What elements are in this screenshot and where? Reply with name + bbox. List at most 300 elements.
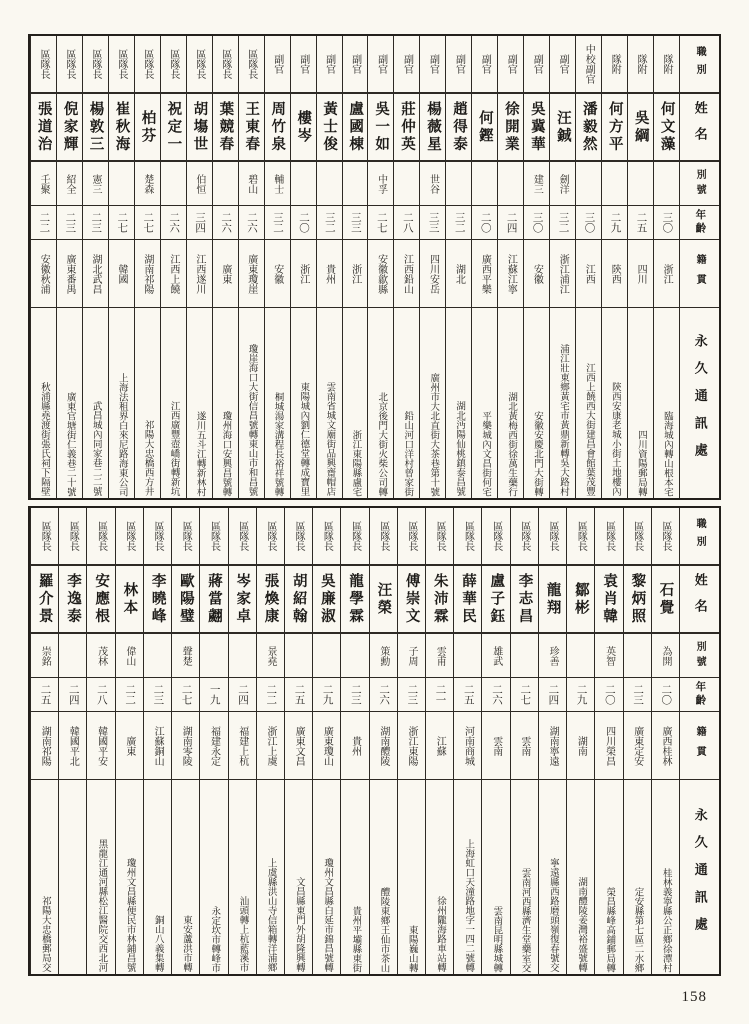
native-cell: 四川榮昌 — [594, 712, 622, 780]
age-cell: 三三 — [419, 206, 445, 240]
title-cell: 副官 — [264, 36, 290, 94]
title-cell: 副官 — [290, 36, 316, 94]
age-cell: 三二 — [316, 206, 342, 240]
native-cell: 福建永定 — [199, 712, 227, 780]
name-cell: 吳一如 — [367, 94, 393, 162]
title-cell: 區隊長 — [30, 508, 58, 566]
name-cell: 何鏗 — [471, 94, 497, 162]
alias-cell — [445, 162, 471, 206]
address-cell: 雲南省城文廟街品興齋帽店 — [316, 308, 342, 498]
native-cell: 江蘇江寧 — [497, 240, 523, 308]
alias-cell — [627, 162, 653, 206]
name-cell: 李志昌 — [510, 566, 538, 634]
alias-cell — [58, 634, 86, 678]
age-cell: 三四 — [186, 206, 212, 240]
title-cell: 區隊長 — [510, 508, 538, 566]
native-cell: 廣東 — [212, 240, 238, 308]
address-cell: 祁陽大忠橋郵局交 — [30, 780, 58, 974]
name-cell: 吳冀華 — [523, 94, 549, 162]
age-cell: 二七 — [134, 206, 160, 240]
name-cell: 岑家卓 — [228, 566, 256, 634]
row-header-name: 姓名 — [679, 94, 719, 162]
name-cell: 鄒彬 — [566, 566, 594, 634]
age-cell: 二五 — [284, 678, 312, 712]
age-cell: 二六 — [212, 206, 238, 240]
title-cell: 區隊長 — [86, 508, 114, 566]
age-cell: 二一 — [425, 678, 453, 712]
title-cell: 區隊長 — [199, 508, 227, 566]
alias-cell: 雲甫 — [425, 634, 453, 678]
age-cell: 三〇 — [653, 206, 679, 240]
row-header-age: 年齡 — [679, 678, 719, 712]
native-cell: 湖南祁陽 — [134, 240, 160, 308]
native-cell: 韓國 — [108, 240, 134, 308]
alias-cell — [575, 162, 601, 206]
name-cell: 楊薇星 — [419, 94, 445, 162]
title-cell: 區隊長 — [538, 508, 566, 566]
title-cell: 區隊長 — [238, 36, 264, 94]
native-cell: 貴州 — [340, 712, 368, 780]
address-cell: 瓊州文昌縣白延市錦昌號轉 — [312, 780, 340, 974]
native-cell: 廣西平樂 — [471, 240, 497, 308]
native-cell: 廣東番禺 — [56, 240, 82, 308]
name-cell: 傅崇文 — [397, 566, 425, 634]
name-cell: 張煥康 — [256, 566, 284, 634]
native-cell: 江西上饒 — [160, 240, 186, 308]
age-cell: 二四 — [58, 678, 86, 712]
title-cell: 隊附 — [627, 36, 653, 94]
alias-cell — [284, 634, 312, 678]
age-cell: 二三 — [623, 678, 651, 712]
alias-cell: 崇銘 — [30, 634, 58, 678]
age-cell: 二六 — [238, 206, 264, 240]
alias-cell — [316, 162, 342, 206]
alias-cell: 景堯 — [256, 634, 284, 678]
title-cell: 區隊長 — [623, 508, 651, 566]
address-cell: 醴陵東鄉王仙市茶山 — [369, 780, 397, 974]
native-cell: 廣東瓊山 — [312, 712, 340, 780]
age-cell: 三二 — [445, 206, 471, 240]
age-cell: 二八 — [393, 206, 419, 240]
page-number: 158 — [681, 989, 707, 1005]
native-cell: 廣西桂林 — [651, 712, 679, 780]
title-cell: 副官 — [549, 36, 575, 94]
address-cell: 廣東官塘街仁義巷二十號 — [56, 308, 82, 498]
name-cell: 黎炳照 — [623, 566, 651, 634]
address-cell: 陝西安康老城小街土地樓內 — [601, 308, 627, 498]
alias-cell — [653, 162, 679, 206]
address-cell: 臨海城內轉山根本宅 — [653, 308, 679, 498]
row-header-title: 職別 — [679, 508, 719, 566]
age-cell: 二三 — [82, 206, 108, 240]
name-cell: 龍學霖 — [340, 566, 368, 634]
alias-cell: 世谷 — [419, 162, 445, 206]
row-header-alias: 別號 — [679, 162, 719, 206]
name-cell: 朱沛霖 — [425, 566, 453, 634]
title-cell: 區隊長 — [82, 36, 108, 94]
age-cell: 二二 — [256, 678, 284, 712]
address-cell: 銅山八義集轉 — [143, 780, 171, 974]
age-cell: 三〇 — [575, 206, 601, 240]
address-cell: 湖北黃梅西街徐萬生藥行 — [497, 308, 523, 498]
age-cell: 二六 — [481, 678, 509, 712]
age-cell: 二九 — [601, 206, 627, 240]
native-cell: 雲南 — [481, 712, 509, 780]
row-header-native: 籍貫 — [679, 240, 719, 308]
title-cell: 副官 — [523, 36, 549, 94]
native-cell: 浙江東陽 — [397, 712, 425, 780]
title-cell: 區隊長 — [108, 36, 134, 94]
name-cell: 何文藻 — [653, 94, 679, 162]
title-cell: 副官 — [419, 36, 445, 94]
title-cell: 隊附 — [601, 36, 627, 94]
age-cell: 三二 — [549, 206, 575, 240]
title-cell: 副官 — [367, 36, 393, 94]
title-cell: 區隊長 — [30, 36, 56, 94]
alias-cell — [143, 634, 171, 678]
name-cell: 龍翔 — [538, 566, 566, 634]
row-header-alias: 別號 — [679, 634, 719, 678]
address-cell — [58, 780, 86, 974]
address-cell: 平樂城內文昌街何宅 — [471, 308, 497, 498]
native-cell: 安徽歙縣 — [367, 240, 393, 308]
title-cell: 副官 — [471, 36, 497, 94]
age-cell: 二四 — [497, 206, 523, 240]
alias-cell — [160, 162, 186, 206]
age-cell: 二〇 — [651, 678, 679, 712]
name-cell: 蔣當翽 — [199, 566, 227, 634]
name-cell: 潘毅然 — [575, 94, 601, 162]
name-cell: 周竹泉 — [264, 94, 290, 162]
native-cell: 陝西 — [601, 240, 627, 308]
alias-cell: 壬聚 — [30, 162, 56, 206]
address-cell: 汕頭轉上杭藍溪市 — [228, 780, 256, 974]
name-cell: 林本 — [115, 566, 143, 634]
address-cell: 秋浦縣堯渡街張氏祠下隔壁 — [30, 308, 56, 498]
title-cell: 中校副官 — [575, 36, 601, 94]
name-cell: 胡紹翰 — [284, 566, 312, 634]
alias-cell — [601, 162, 627, 206]
native-cell: 湖南寧遠 — [538, 712, 566, 780]
name-cell: 袁肖韓 — [594, 566, 622, 634]
age-cell: 二〇 — [290, 206, 316, 240]
address-cell: 鉛山河口洋村曾家街 — [393, 308, 419, 498]
native-cell: 安徽 — [523, 240, 549, 308]
age-cell: 二三 — [397, 678, 425, 712]
age-cell: 二〇 — [471, 206, 497, 240]
title-cell: 副官 — [393, 36, 419, 94]
native-cell: 廣東文昌 — [284, 712, 312, 780]
native-cell: 湖北 — [445, 240, 471, 308]
alias-cell: 中孚 — [367, 162, 393, 206]
title-cell: 區隊長 — [228, 508, 256, 566]
native-cell: 浙江 — [290, 240, 316, 308]
age-cell: 二五 — [30, 678, 58, 712]
address-cell: 四川資陽郵局轉 — [627, 308, 653, 498]
alias-cell: 建三 — [523, 162, 549, 206]
address-cell: 雲南昆明縣城轉 — [481, 780, 509, 974]
name-cell: 趙得泰 — [445, 94, 471, 162]
native-cell: 江蘇 — [425, 712, 453, 780]
name-cell: 樓岑 — [290, 94, 316, 162]
name-cell: 羅介景 — [30, 566, 58, 634]
title-cell: 區隊長 — [134, 36, 160, 94]
alias-cell: 偉山 — [115, 634, 143, 678]
age-cell: 二九 — [312, 678, 340, 712]
address-cell: 江西上饒西大街建昌會館葉茂豐 — [575, 308, 601, 498]
alias-cell — [393, 162, 419, 206]
age-cell: 二六 — [160, 206, 186, 240]
native-cell: 湖南 — [566, 712, 594, 780]
alias-cell — [471, 162, 497, 206]
native-cell: 四川安岳 — [419, 240, 445, 308]
name-cell: 胡塲世 — [186, 94, 212, 162]
native-cell: 江西遂川 — [186, 240, 212, 308]
alias-cell — [453, 634, 481, 678]
address-cell: 桐城湯家溝程長裕祥號轉 — [264, 308, 290, 498]
name-cell: 莊仲英 — [393, 94, 419, 162]
age-cell: 三二 — [264, 206, 290, 240]
address-cell: 湖南醴陵姜灣裕盛號轉 — [566, 780, 594, 974]
name-cell: 吳廉淑 — [312, 566, 340, 634]
native-cell: 安徽 — [264, 240, 290, 308]
native-cell: 安徽秋浦 — [30, 240, 56, 308]
age-cell: 三〇 — [523, 206, 549, 240]
age-cell: 二三 — [143, 678, 171, 712]
native-cell: 浙江浦江 — [549, 240, 575, 308]
native-cell: 江西鉛山 — [393, 240, 419, 308]
native-cell: 福建上杭 — [228, 712, 256, 780]
native-cell: 廣東定安 — [623, 712, 651, 780]
age-cell: 二七 — [171, 678, 199, 712]
address-cell: 祁陽大忠橋西方井 — [134, 308, 160, 498]
alias-cell: 子周 — [397, 634, 425, 678]
row-header-address: 永久通訊處 — [679, 308, 719, 498]
alias-cell: 劍洋 — [549, 162, 575, 206]
alias-cell — [342, 162, 368, 206]
age-cell: 二五 — [627, 206, 653, 240]
name-cell: 李曉峰 — [143, 566, 171, 634]
alias-cell: 紹全 — [56, 162, 82, 206]
name-cell: 葉競春 — [212, 94, 238, 162]
alias-cell: 碧山 — [238, 162, 264, 206]
name-cell: 倪家輝 — [56, 94, 82, 162]
name-cell: 李逸泰 — [58, 566, 86, 634]
alias-cell — [566, 634, 594, 678]
title-cell: 區隊長 — [186, 36, 212, 94]
address-cell: 文昌縣東門外胡隆興轉 — [284, 780, 312, 974]
title-cell: 副官 — [316, 36, 342, 94]
age-cell: 二二 — [30, 206, 56, 240]
native-cell: 湖北武昌 — [82, 240, 108, 308]
roster-table-bottom — [28, 506, 721, 976]
title-cell: 區隊長 — [115, 508, 143, 566]
row-header-age: 年齡 — [679, 206, 719, 240]
title-cell: 區隊長 — [340, 508, 368, 566]
native-cell: 江蘇銅山 — [143, 712, 171, 780]
row-header-title: 職別 — [679, 36, 719, 94]
name-cell: 黃士俊 — [316, 94, 342, 162]
age-cell: 三三 — [342, 206, 368, 240]
age-cell: 二五 — [453, 678, 481, 712]
alias-cell — [212, 162, 238, 206]
alias-cell: 憲三 — [82, 162, 108, 206]
address-cell: 桂林義寧縣公正鄉徐潭村 — [651, 780, 679, 974]
name-cell: 歐陽璧 — [171, 566, 199, 634]
title-cell: 區隊長 — [594, 508, 622, 566]
title-cell: 區隊長 — [453, 508, 481, 566]
alias-cell: 茂林 — [86, 634, 114, 678]
alias-cell — [497, 162, 523, 206]
address-cell: 江西廣豐壺嶠街轉新坑 — [160, 308, 186, 498]
alias-cell: 策勳 — [369, 634, 397, 678]
title-cell: 區隊長 — [566, 508, 594, 566]
name-cell: 柏芬 — [134, 94, 160, 162]
alias-cell: 伯恒 — [186, 162, 212, 206]
title-cell: 區隊長 — [58, 508, 86, 566]
alias-cell: 雄武 — [481, 634, 509, 678]
name-cell: 楊敦三 — [82, 94, 108, 162]
name-cell: 徐開業 — [497, 94, 523, 162]
title-cell: 區隊長 — [397, 508, 425, 566]
name-cell: 汪鋮 — [549, 94, 575, 162]
title-cell: 區隊長 — [56, 36, 82, 94]
name-cell: 薛華民 — [453, 566, 481, 634]
name-cell: 安應根 — [86, 566, 114, 634]
address-cell: 安徽安慶北門大街轉 — [523, 308, 549, 498]
address-cell: 瓊崖海口大街信昌號轉東山市和昌號 — [238, 308, 264, 498]
age-cell: 二八 — [86, 678, 114, 712]
age-cell: 二七 — [108, 206, 134, 240]
alias-cell — [312, 634, 340, 678]
address-cell: 廣州市大北直街大茶巷第十號 — [419, 308, 445, 498]
address-cell: 上海虹口天潼路地字一四二號轉 — [453, 780, 481, 974]
title-cell: 區隊長 — [481, 508, 509, 566]
name-cell: 王東春 — [238, 94, 264, 162]
address-cell: 瓊州文昌縣便民市林鋪昌號 — [115, 780, 143, 974]
alias-cell — [228, 634, 256, 678]
alias-cell — [510, 634, 538, 678]
title-cell: 區隊長 — [212, 36, 238, 94]
alias-cell: 聲楚 — [171, 634, 199, 678]
native-cell: 湖南醴陵 — [369, 712, 397, 780]
native-cell: 浙江 — [342, 240, 368, 308]
title-cell: 副官 — [445, 36, 471, 94]
address-cell: 東陽城內劉仁德堂轉成寶里 — [290, 308, 316, 498]
native-cell: 貴州 — [316, 240, 342, 308]
row-header-native: 籍貫 — [679, 712, 719, 780]
native-cell: 浙江 — [653, 240, 679, 308]
native-cell: 雲南 — [510, 712, 538, 780]
alias-cell — [340, 634, 368, 678]
alias-cell — [108, 162, 134, 206]
address-cell: 武昌城內同家巷二二號 — [82, 308, 108, 498]
address-cell: 遂川五斗江轉新林村 — [186, 308, 212, 498]
name-cell: 祝定一 — [160, 94, 186, 162]
native-cell: 浙江上虞 — [256, 712, 284, 780]
title-cell: 區隊長 — [369, 508, 397, 566]
name-cell: 石覺 — [651, 566, 679, 634]
native-cell: 廣東 — [115, 712, 143, 780]
row-header-name: 姓名 — [679, 566, 719, 634]
alias-cell: 輔士 — [264, 162, 290, 206]
title-cell: 區隊長 — [651, 508, 679, 566]
title-cell: 區隊長 — [284, 508, 312, 566]
row-header-address: 永久通訊處 — [679, 780, 719, 974]
age-cell: 二七 — [510, 678, 538, 712]
title-cell: 區隊長 — [143, 508, 171, 566]
name-cell: 盧子鈺 — [481, 566, 509, 634]
native-cell: 韓國平北 — [58, 712, 86, 780]
native-cell: 湖南零陵 — [171, 712, 199, 780]
age-cell: 一九 — [199, 678, 227, 712]
address-cell: 浦江壯東鄉黃宅市黃鼎新轉吳大路村 — [549, 308, 575, 498]
age-cell: 二四 — [538, 678, 566, 712]
address-cell: 雲南河西縣濟生堂藥室交 — [510, 780, 538, 974]
address-cell: 上海法租界白來尼路海東公司 — [108, 308, 134, 498]
address-cell: 貴州平壩縣東街 — [340, 780, 368, 974]
address-cell: 定安縣第七區二水鄉 — [623, 780, 651, 974]
native-cell: 韓國平安 — [86, 712, 114, 780]
age-cell: 二二 — [115, 678, 143, 712]
address-cell: 上虞縣洪山寺信箱轉洋浦鄉 — [256, 780, 284, 974]
address-cell: 浙江東陽縣盧宅 — [342, 308, 368, 498]
title-cell: 區隊長 — [256, 508, 284, 566]
native-cell: 湖南祁陽 — [30, 712, 58, 780]
title-cell: 區隊長 — [425, 508, 453, 566]
title-cell: 區隊長 — [171, 508, 199, 566]
age-cell: 二六 — [369, 678, 397, 712]
age-cell: 二九 — [566, 678, 594, 712]
age-cell: 二四 — [228, 678, 256, 712]
title-cell: 隊附 — [653, 36, 679, 94]
alias-cell: 為開 — [651, 634, 679, 678]
name-cell: 盧國棟 — [342, 94, 368, 162]
roster-table-top — [28, 34, 721, 500]
address-cell: 寧遠縣西路磨頭嶺復春號交 — [538, 780, 566, 974]
address-cell: 東安蘆洪市轉 — [171, 780, 199, 974]
native-cell: 江西 — [575, 240, 601, 308]
name-cell: 何方平 — [601, 94, 627, 162]
title-cell: 副官 — [497, 36, 523, 94]
address-cell: 永定坎市轉峰市 — [199, 780, 227, 974]
name-cell: 張道治 — [30, 94, 56, 162]
address-cell: 黑龍江通河縣松江醫院交西北河 — [86, 780, 114, 974]
address-cell: 北京後門大街火柴公司轉 — [367, 308, 393, 498]
name-cell: 汪榮 — [369, 566, 397, 634]
name-cell: 崔秋海 — [108, 94, 134, 162]
alias-cell — [623, 634, 651, 678]
address-cell: 東陽巍山轉 — [397, 780, 425, 974]
age-cell: 二三 — [56, 206, 82, 240]
alias-cell — [290, 162, 316, 206]
alias-cell: 英智 — [594, 634, 622, 678]
address-cell: 榮昌縣峰高鋪郵局轉 — [594, 780, 622, 974]
address-cell: 徐州隴海路車站轉 — [425, 780, 453, 974]
native-cell: 四川 — [627, 240, 653, 308]
alias-cell: 珍善 — [538, 634, 566, 678]
age-cell: 二三 — [340, 678, 368, 712]
age-cell: 二〇 — [594, 678, 622, 712]
native-cell: 河南商城 — [453, 712, 481, 780]
address-cell: 瓊州海口安興昌號轉 — [212, 308, 238, 498]
title-cell: 區隊長 — [312, 508, 340, 566]
title-cell: 區隊長 — [160, 36, 186, 94]
alias-cell: 楚森 — [134, 162, 160, 206]
address-cell: 湖北沔陽仙桃鎮泰昌號 — [445, 308, 471, 498]
age-cell: 二七 — [367, 206, 393, 240]
title-cell: 副官 — [342, 36, 368, 94]
